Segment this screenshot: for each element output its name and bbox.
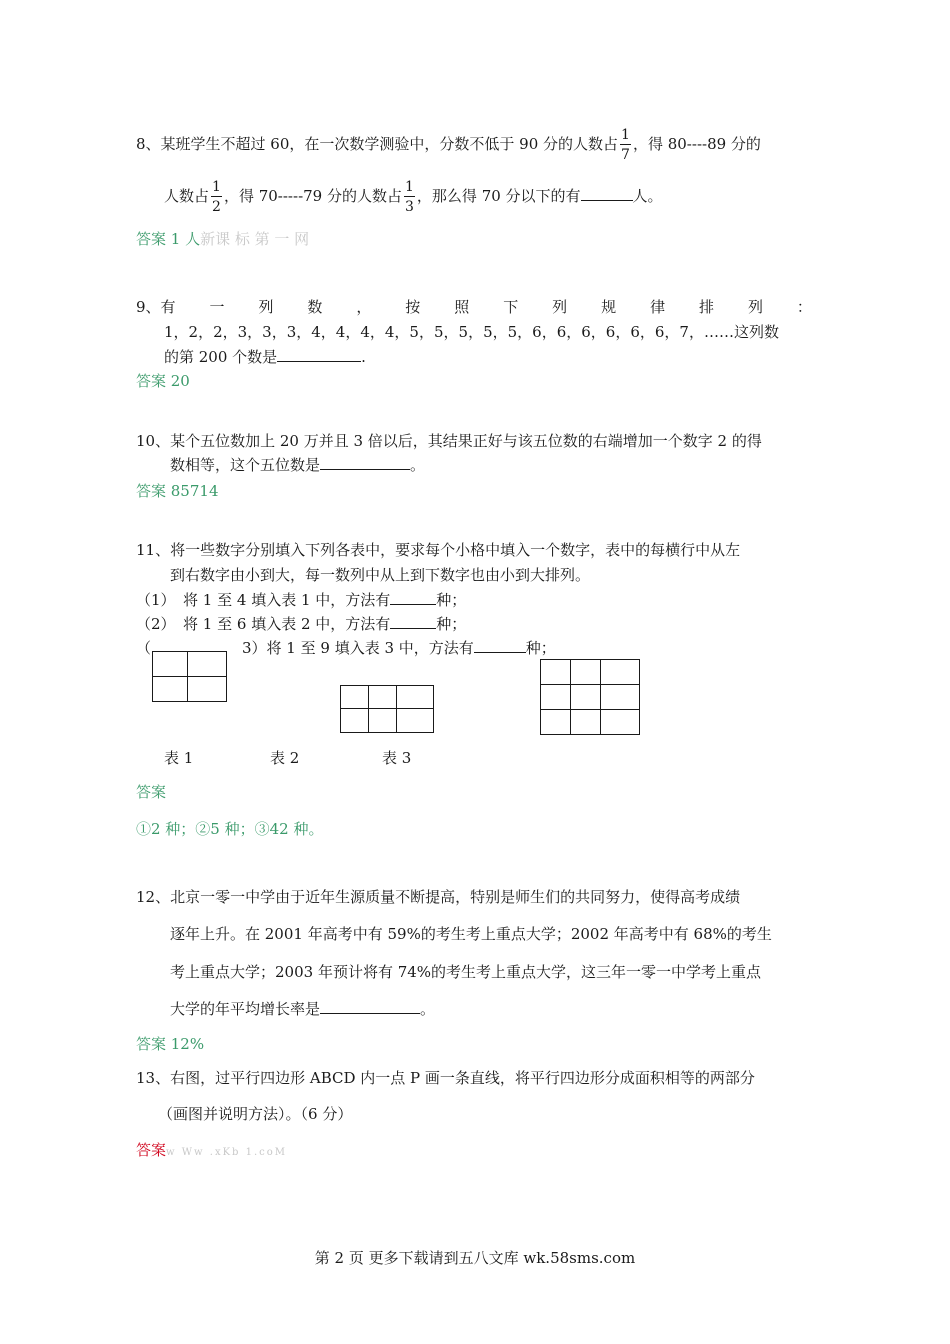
q11-answer-label: 答案 <box>136 783 167 801</box>
answer-blank <box>474 637 526 653</box>
answer-blank <box>581 185 633 201</box>
q12-line1: 12、北京一零一中学由于近年生源质量不断提高，特别是师生们的共同努力，使得高考成绩 <box>136 888 741 906</box>
q9-line1: 9、有 一 列 数 ， 按 照 下 列 规 律 排 列 ： <box>136 298 812 316</box>
q11-line1: 11、将一些数字分别填入下列各表中，要求每个小格中填入一个数字，表中的每横行中从左 <box>136 541 741 559</box>
q8-line2: 人数占 $\frac{1}{2}$ ，得 70-----79 分的人数占 $\frac{1}{3}$ ，那么得 70 分以下的有 人。 <box>164 179 663 215</box>
q11-sub2: （2） 将 1 至 6 填入表 2 中，方法有 种； <box>136 615 467 633</box>
q8-answer: 答案 1 人新课 标 第 一 网 <box>136 230 310 248</box>
q11-answer: ①2 种；②5 种；③42 种。 <box>136 820 324 838</box>
table-label-2: 表 2 <box>270 749 300 767</box>
q11-sub3: 3）将 1 至 9 填入表 3 中，方法有 种； <box>242 639 556 657</box>
watermark: w Ww .xKb 1.coM <box>166 1147 288 1158</box>
q11-line2: 到右数字由小到大，每一数列中从上到下数字也由小到大排列。 <box>170 566 591 584</box>
q9-line2: 1，2，2，3，3，3，4，4，4，4，5，5，5，5，5，6，6，6，6，6，6，7，……这列数 <box>164 323 779 341</box>
fraction-one-seventh: $\frac{1}{7}$ <box>621 127 630 163</box>
q11-sub3-open: （ <box>136 639 152 657</box>
q12-answer: 答案 12% <box>136 1035 205 1053</box>
q11-sub1: （1） 将 1 至 4 填入表 1 中，方法有 种； <box>136 591 467 609</box>
table-label-1: 表 1 <box>164 749 194 767</box>
answer-blank <box>320 454 410 470</box>
q13-line2: （画图并说明方法）。（6 分） <box>158 1105 353 1123</box>
answer-blank <box>277 346 361 362</box>
table-1-grid <box>152 651 227 702</box>
q13-answer: 答案w Ww .xKb 1.coM <box>136 1141 288 1159</box>
q10-answer: 答案 85714 <box>136 482 219 500</box>
answer-blank <box>390 613 436 629</box>
q8-line1: 8、某班学生不超过 60，在一次数学测验中，分数不低于 90 分的人数占 $\frac{1}{7}$ ，得 80----89 分的 <box>136 127 761 163</box>
table-3-grid <box>540 659 640 735</box>
fraction-one-half: $\frac{1}{2}$ <box>212 179 221 215</box>
q9-answer: 答案 20 <box>136 372 190 390</box>
page-footer: 第 2 页 更多下载请到五八文库 wk.58sms.com <box>314 1249 636 1267</box>
q12-line3: 考上重点大学；2003 年预计将有 74%的考生考上重点大学，这三年一零一中学考上重点 <box>170 963 762 981</box>
q13-line1: 13、右图，过平行四边形 ABCD 内一点 P 画一条直线，将平行四边形分成面积相等的两部分 <box>136 1069 755 1087</box>
q12-line4: 大学的年平均增长率是 。 <box>170 1000 436 1018</box>
table-2-grid <box>340 685 434 733</box>
q10-line2: 数相等，这个五位数是 。 <box>170 456 426 474</box>
q9-line3: 的第 200 个数是 . <box>164 348 366 366</box>
fraction-one-third: $\frac{1}{3}$ <box>405 179 414 215</box>
table-label-3: 表 3 <box>382 749 412 767</box>
q10-line1: 10、某个五位数加上 20 万并且 3 倍以后，其结果正好与该五位数的右端增加一个数字 2 的得 <box>136 432 762 450</box>
answer-blank <box>390 589 436 605</box>
answer-blank <box>320 998 420 1014</box>
q12-line2: 逐年上升。在 2001 年高考中有 59%的考生考上重点大学；2002 年高考中有 68%的考生 <box>170 925 772 943</box>
watermark: 新课 标 第 一 网 <box>200 230 310 248</box>
